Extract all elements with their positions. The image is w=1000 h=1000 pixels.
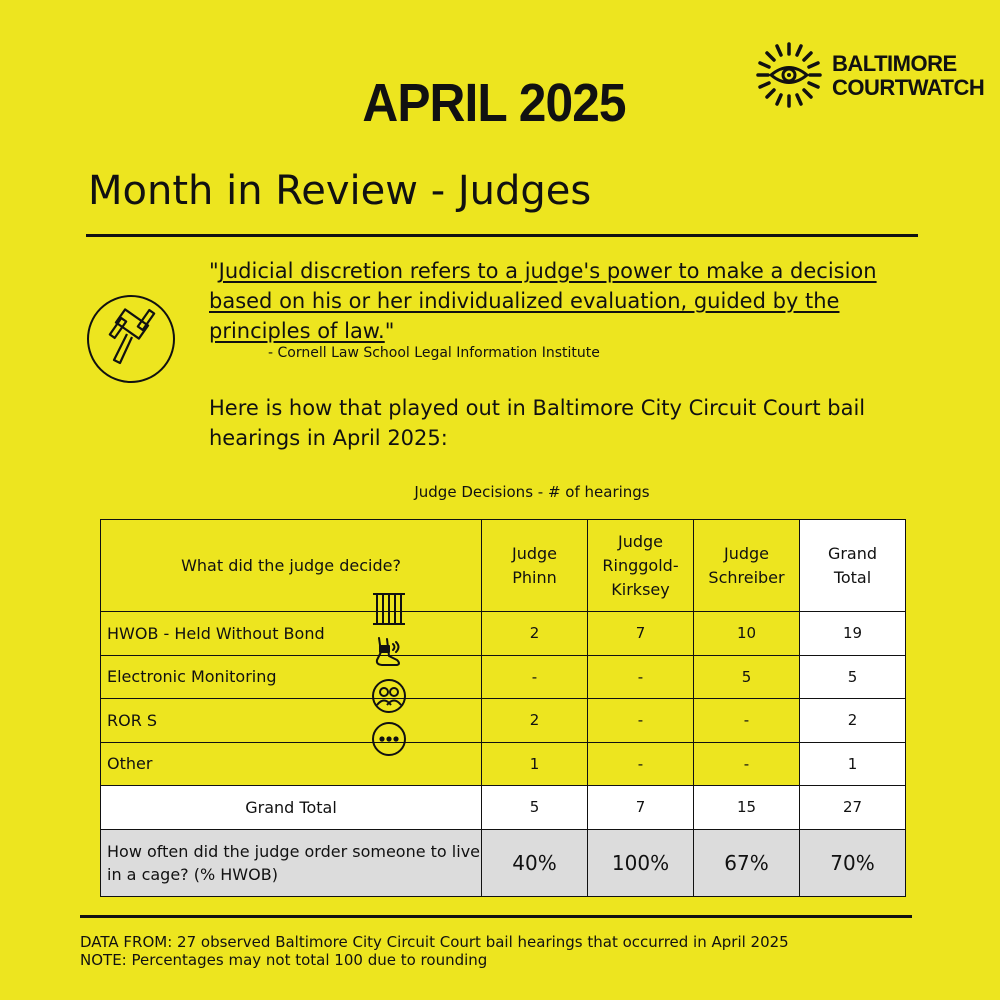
row-label: HWOB - Held Without Bond [101,612,482,656]
footer-notes [80,933,789,969]
row-label: Electronic Monitoring [101,655,482,699]
table-row-electronic-monitoring [101,655,906,699]
month-heading: APRIL 2025 [362,73,626,133]
rounding-note: NOTE: Percentages may not total 100 due to rounding [80,951,488,969]
cell-percent: 70% [800,829,906,896]
cell-value: 7 [588,786,694,830]
judge-header-phinn [482,520,588,612]
judge-header-line: Grand [827,543,878,563]
cell-value: - [694,699,800,743]
judge-header-line: Judge [511,543,557,563]
cell-total: 2 [800,699,906,743]
judge-header-line: Total [833,567,872,587]
page-title: Month in Review - Judges [88,168,592,214]
jail-bars-icon [371,591,407,627]
judge-header-line: Kirksey [611,579,670,599]
cell-percent: 67% [694,829,800,896]
logo-wordmark [832,52,984,100]
cell-percent: 100% [588,829,694,896]
logo-line-2: COURTWATCH [832,75,985,100]
cell-total: 1 [800,742,906,786]
logo-line-1: BALTIMORE [832,51,957,76]
cell-total: 27 [800,786,906,830]
judge-header-line: Phinn [512,567,557,587]
quote-text: Judicial discretion refers to a judge's power to make a decision based on his or her individualized evaluation, guided by the principles of law. [209,259,877,343]
table-row-hwob [101,612,906,656]
judge-header-line: Judge [723,543,769,563]
cell-value: 5 [694,655,800,699]
people-icon [371,678,407,714]
intro-text: Here is how that played out in Baltimore City Circuit Court bail hearings in April 2025: [209,396,866,450]
grand-total-header [800,520,906,612]
cell-value: - [588,655,694,699]
table-row-grand-total [101,786,906,830]
cell-value: 5 [482,786,588,830]
cell-value: - [694,742,800,786]
cell-total: 5 [800,655,906,699]
question-header: What did the judge decide? [101,520,482,612]
cell-value: 2 [482,612,588,656]
ankle-monitor-icon [371,634,407,670]
cell-value: 10 [694,612,800,656]
quote-open-mark: " [209,259,219,283]
eye-sun-icon [756,42,822,108]
row-label: Grand Total [101,786,482,830]
judge-decisions-table [100,519,906,897]
row-label: Other [101,742,482,786]
quote-source: - Cornell Law School Legal Information Institute [268,345,600,361]
judge-header-line: Schreiber [708,567,785,587]
table-row-other [101,742,906,786]
gavel-icon [86,294,176,384]
cell-value: - [482,655,588,699]
baltimore-courtwatch-logo [756,42,985,108]
row-label: How often did the judge order someone to live in a cage? (% HWOB) [101,829,482,896]
row-label: ROR S [101,699,482,743]
cell-value: 1 [482,742,588,786]
judge-header-line: Judge [617,531,663,551]
cell-total: 19 [800,612,906,656]
quote-close-mark: " [384,319,395,343]
cell-value: - [588,742,694,786]
table-row-pct-hwob [101,829,906,896]
judge-header-ringgold-kirksey [588,520,694,612]
table-header-row [101,520,906,612]
cell-value: - [588,699,694,743]
judge-header-schreiber [694,520,800,612]
judicial-discretion-quote [209,256,929,346]
cell-percent: 40% [482,829,588,896]
cell-value: 7 [588,612,694,656]
top-divider [86,234,918,237]
cell-value: 2 [482,699,588,743]
table-row-ror-s [101,699,906,743]
bottom-divider [80,915,912,918]
judge-header-line: Ringgold- [602,555,679,575]
ellipsis-icon [371,721,407,757]
table-caption: Judge Decisions - # of hearings [414,483,650,501]
data-source-note: DATA FROM: 27 observed Baltimore City Circuit Court bail hearings that occurred in April 2025 [80,933,789,951]
cell-value: 15 [694,786,800,830]
